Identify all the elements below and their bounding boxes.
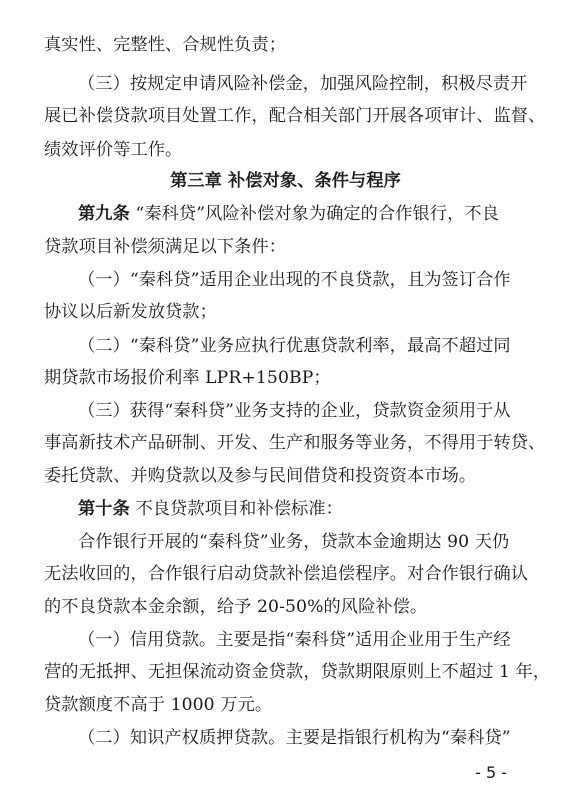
text-line: 无法收回的，合作银行启动贷款补偿追偿程序。对合作银行确认 <box>44 564 529 584</box>
article-10-text: 不良贷款项目和补偿标准： <box>135 499 343 519</box>
text-line: （三）获得“秦科贷”业务支持的企业，贷款资金须用于从 <box>78 401 511 421</box>
text-line: （一）信用贷款。主要是指“秦科贷”适用企业用于生产经 <box>78 630 511 650</box>
article-9-label: 第九条 <box>78 204 130 224</box>
text-line: 期贷款市场报价利率 LPR+150BP； <box>44 368 331 388</box>
text-line: 的不良贷款本金余额，给予 20-50%的风险补偿。 <box>44 597 428 617</box>
page-number: - 5 - <box>475 763 507 782</box>
text-line: （一）“秦科贷”适用企业出现的不良贷款，且为签订合作 <box>78 270 511 290</box>
article-9-line <box>78 202 530 226</box>
text-line: 合作银行开展的“秦科贷”业务，贷款本金逾期达 90 天仍 <box>78 532 510 552</box>
text-line: 展已补偿贷款项目处置工作，配合相关部门开展各项审计、监督、 <box>44 106 546 126</box>
article-9-text: “秦科贷”风险补偿对象为确定的合作银行，不良 <box>135 204 499 224</box>
text-line: 真实性、完整性、合规性负责； <box>44 35 287 55</box>
text-line: 绩效评价等工作。 <box>44 140 183 160</box>
article-10-line <box>78 497 530 521</box>
text-line: 委托贷款、并购贷款以及参与民间借贷和投资资本市场。 <box>44 466 477 486</box>
chapter-heading: 第三章 补偿对象、条件与程序 <box>170 171 401 191</box>
text-line: 营的无抵押、无担保流动资金贷款，贷款期限原则上不超过 1 年， <box>44 662 551 682</box>
text-line: 贷款额度不高于 1000 万元。 <box>44 695 273 715</box>
text-line: 协议以后新发放贷款； <box>44 302 217 322</box>
article-10-label: 第十条 <box>78 499 130 519</box>
text-line: 事高新技术产品研制、开发、生产和服务等业务，不得用于转贷、 <box>44 433 546 453</box>
text-line: 贷款项目补偿须满足以下条件： <box>44 237 287 257</box>
text-line: （二）知识产权质押贷款。主要是指银行机构为“秦科贷” <box>78 728 511 748</box>
text-line: （三）按规定申请风险补偿金，加强风险控制，积极尽责开 <box>78 74 528 94</box>
text-line: （二）“秦科贷”业务应执行优惠贷款利率，最高不超过同 <box>78 336 511 356</box>
